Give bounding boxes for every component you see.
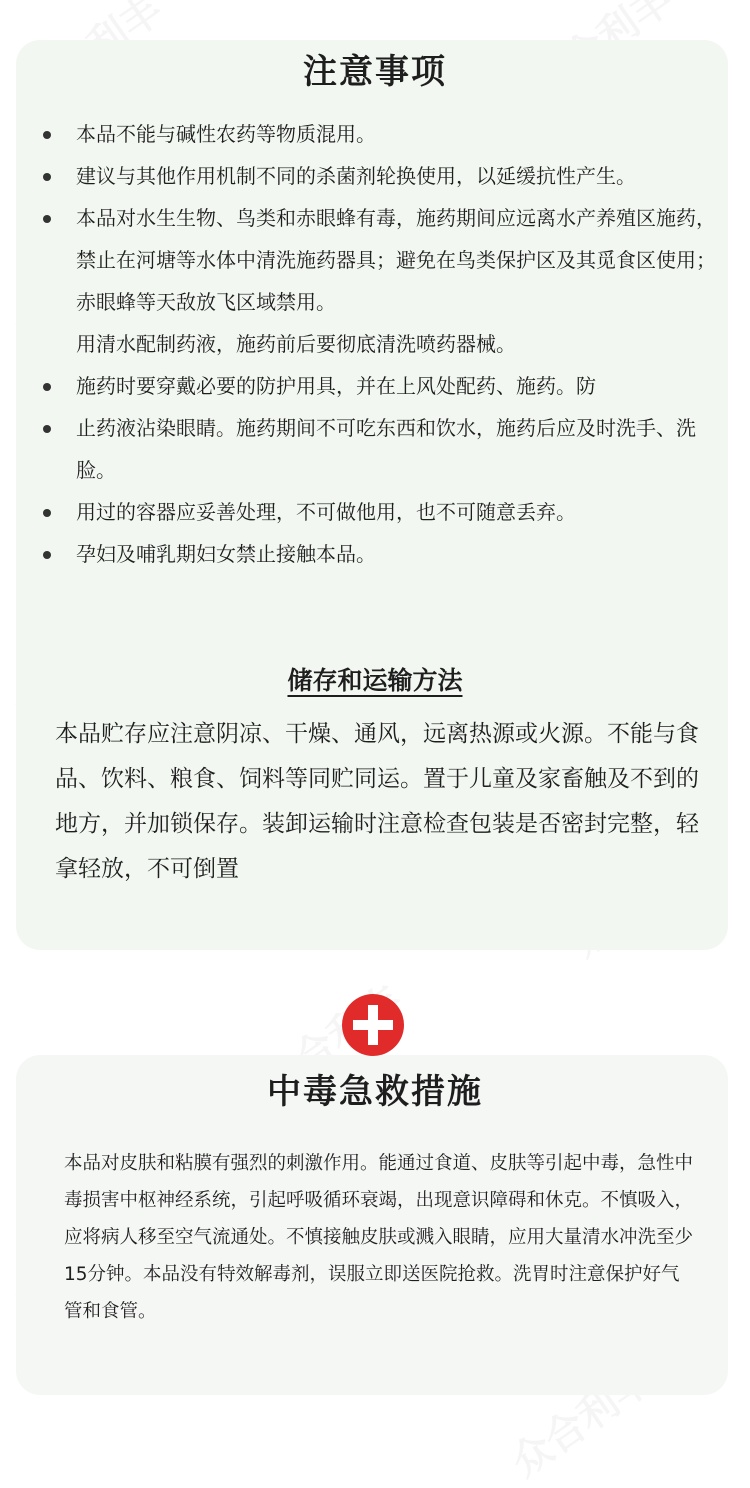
list-item: 用清水配制药液，施药前后要彻底清洗喷药器械。 [76, 332, 516, 356]
list-item: 止药液沾染眼睛。施药期间不可吃东西和饮水，施药后应及时洗手、洗脸。 [0, 407, 716, 491]
list-item: 用过的容器应妥善处理，不可做他用，也不可随意丢弃。 [0, 491, 716, 533]
bullet-icon [43, 173, 51, 181]
bullet-icon [43, 215, 51, 223]
red-cross-icon [342, 994, 404, 1056]
list-item: 孕妇及哺乳期妇女禁止接触本品。 [0, 533, 716, 575]
bullet-icon [43, 383, 51, 391]
list-item: 施药时要穿戴必要的防护用具，并在上风处配药、施药。防 [0, 365, 716, 407]
precautions-list [0, 113, 750, 575]
bullet-icon [43, 509, 51, 517]
first-aid-text: 本品对皮肤和粘膜有强烈的刺激作用。能通过食道、皮肤等引起中毒，急性中毒损害中枢神经系统，引起呼吸循环衰竭，出现意识障碍和休克。不慎吸入，应将病人移至空气流通处。不慎接触皮肤或溅入眼睛，应用大量清水冲洗至少15分钟。本品没有特效解毒剂，误服立即送医院抢救。洗胃时注意保护好气管和食管。 [64, 1153, 694, 1322]
bullet-icon [43, 425, 51, 433]
list-item: 建议与其他作用机制不同的杀菌剂轮换使用，以延缓抗性产生。 [0, 155, 716, 197]
storage-text: 本品贮存应注意阴凉、干燥、通风，远离热源或火源。不能与食品、饮料、粮食、饲料等同贮同运。置于儿童及家畜触及不到的地方，并加锁保存。装卸运输时注意检查包装是否密封完整，轻拿轻放，不可倒置 [55, 721, 699, 882]
bullet-icon [43, 551, 51, 559]
storage-title: 储存和运输方法 [287, 666, 463, 695]
list-item: 本品不能与碱性农药等物质混用。 [0, 113, 716, 155]
bullet-icon [43, 131, 51, 139]
first-aid-title: 中毒急救措施 [267, 1072, 483, 1112]
precautions-title: 注意事项 [303, 52, 447, 92]
list-item: 本品对水生生物、鸟类和赤眼蜂有毒，施药期间应远离水产养殖区施药，禁止在河塘等水体中清洗施药器具；避免在鸟类保护区及其觅食区使用；赤眼蜂等天敌放飞区域禁用。 [0, 197, 716, 323]
